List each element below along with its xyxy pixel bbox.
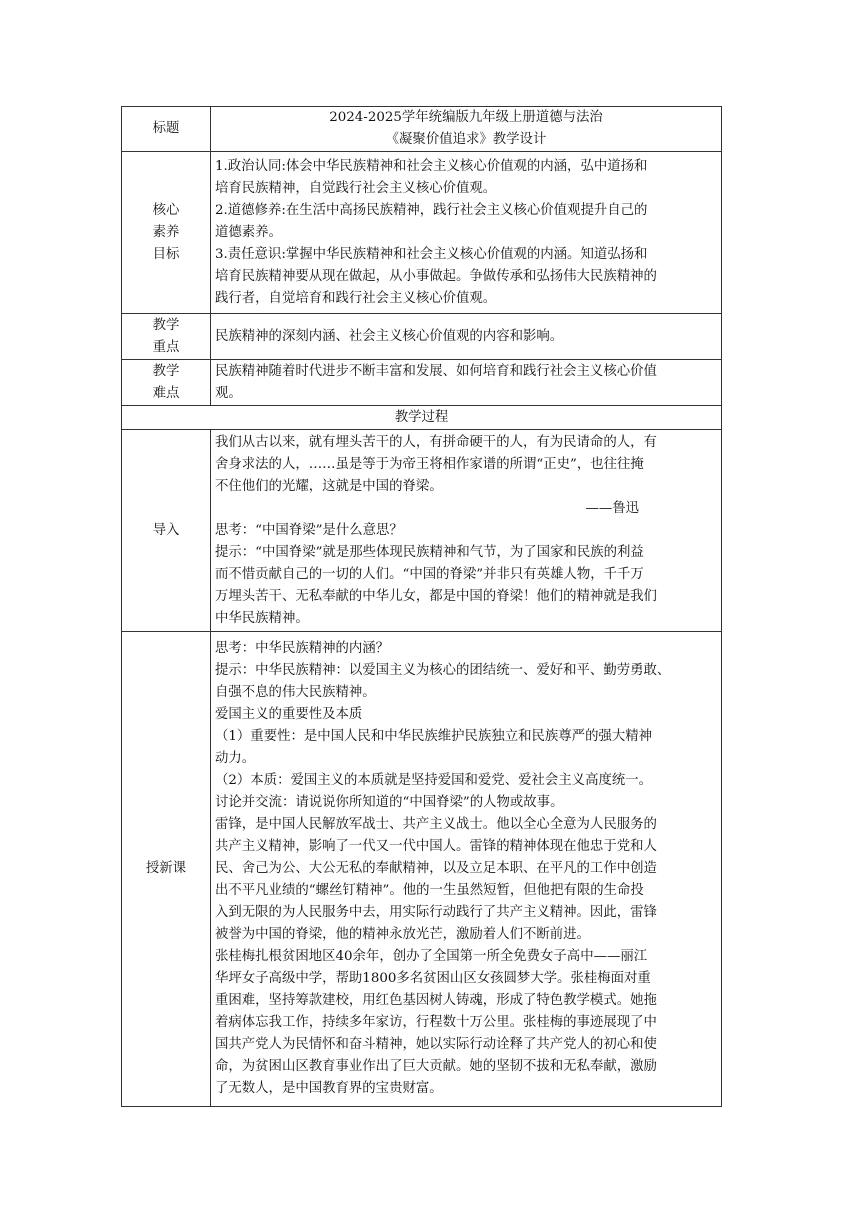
difficulties-content: [211, 360, 722, 406]
intro-content: [211, 430, 722, 632]
goals-line: 3.责任意识:掌握中华民族精神和社会主义核心价值观的内涵。知道弘扬和: [215, 246, 648, 262]
key-points-label-line-1: 教学: [152, 317, 180, 333]
lesson-line: 提示：中华民族精神：以爱国主义为核心的团结统一、爱好和平、勤劳勇敢、: [215, 663, 671, 678]
new-lesson-label: 授新课: [122, 632, 211, 1107]
difficulties-label-line-1: 教学: [152, 363, 180, 379]
lesson-plan-table: [121, 106, 722, 1107]
difficulties-label-line-2: 难点: [152, 385, 180, 401]
goals-line: 践行者，自觉培育和践行社会主义核心价值观。: [215, 290, 497, 306]
goals-label: [122, 152, 211, 314]
goals-row: [122, 152, 722, 314]
title-line-2: 《凝聚价值追求》教学设计: [385, 132, 547, 147]
lesson-line: 着病体忘我工作，持续多年家访，行程数十万公里。张桂梅的事迹展现了中: [215, 1015, 657, 1030]
lesson-line: 被誉为中国的脊梁，他的精神永放光芒，激励着人们不断前进。: [215, 927, 590, 942]
lesson-line: 自强不息的伟大民族精神。: [215, 685, 376, 700]
intro-line: 万埋头苦干、无私奉献的中华儿女，都是中国的脊梁！他们的精神就是我们: [215, 588, 657, 604]
lesson-line: 入到无限的为人民服务中去，用实际行动践行了共产主义精神。因此，雷锋: [215, 905, 657, 920]
title-line-1: 2024-2025学年统编版九年级上册道德与法治: [329, 110, 603, 125]
process-row: [122, 406, 722, 430]
lesson-line: 华坪女子高级中学，帮助1800多名贫困山区女孩圆梦大学。张桂梅面对重: [215, 971, 651, 986]
goals-label-line-2: 素养: [152, 224, 180, 240]
lesson-line: 国共产党人为民情怀和奋斗精神，她以实际行动诠释了共产党人的初心和使: [215, 1037, 657, 1052]
goals-label-line-1: 核心: [152, 202, 180, 218]
intro-line: 提示：“中国脊梁”就是那些体现民族精神和气节，为了国家和民族的利益: [215, 544, 644, 560]
difficulties-row: [122, 360, 722, 406]
title-row: [122, 107, 722, 152]
key-points-row: [122, 314, 722, 360]
lesson-line: 张桂梅扎根贫困地区40余年，创办了全国第一所全免费女子高中——丽江: [215, 949, 648, 964]
new-lesson-row: [122, 632, 722, 1107]
intro-quote-line: 不住他们的光耀，这就是中国的脊梁。: [215, 478, 443, 494]
lesson-line: 思考：中华民族精神的内涵？: [215, 641, 390, 656]
quote-attribution: ——鲁迅: [585, 500, 639, 516]
lesson-line: 动力。: [215, 751, 256, 766]
lesson-line: （1）重要性：是中国人民和中华民族维护民族独立和民族尊严的强大精神: [215, 729, 653, 744]
goals-line: 1.政治认同:体会中华民族精神和社会主义核心价值观的内涵，弘中道扬和: [215, 158, 648, 174]
lesson-line: 雷锋，是中国人民解放军战士、共产主义战士。他以全心全意为人民服务的: [215, 817, 657, 832]
intro-label: 导入: [122, 430, 211, 632]
intro-row: [122, 430, 722, 632]
intro-line: 思考：“中国脊梁”是什么意思？: [215, 522, 403, 538]
goals-line: 2.道德修养:在生活中高扬民族精神，践行社会主义核心价值观提升自己的: [215, 202, 648, 218]
goals-line: 培育民族精神要从现在做起，从小事做起。争做传承和弘扬伟大民族精神的: [215, 268, 657, 284]
process-heading: 教学过程: [122, 406, 722, 430]
intro-line: 中华民族精神。: [215, 610, 309, 626]
difficulties-line: 民族精神随着时代进步不断丰富和发展、如何培育和践行社会主义核心价值: [215, 363, 657, 379]
difficulties-line: 观。: [215, 385, 242, 401]
lesson-line: 出不平凡业绩的“螺丝钉精神”。他的一生虽然短暂，但他把有限的生命投: [215, 883, 644, 898]
lesson-line: 讨论并交流：请说说你所知道的“中国脊梁”的人物或故事。: [215, 795, 564, 810]
lesson-line: 重困难，坚持筹款建校，用红色基因树人铸魂，形成了特色教学模式。她拖: [215, 993, 657, 1008]
document-title: [211, 107, 722, 152]
intro-line: 而不惜贡献自己的一切的人们。“中国的脊梁”并非只有英雄人物，千千万: [215, 566, 644, 582]
goals-line: 培育民族精神，自觉践行社会主义核心价值观。: [215, 180, 497, 196]
intro-quote-line: 舍身求法的人，……虽是等于为帝王将相作家谱的所谓“正史”，也往往掩: [215, 456, 644, 472]
key-points-content: [211, 314, 722, 360]
key-points-line: 民族精神的深刻内涵、社会主义核心价值观的内容和影响。: [215, 328, 564, 344]
key-points-label-line-2: 重点: [152, 339, 180, 355]
intro-quote-line: 我们从古以来，就有埋头苦干的人，有拼命硬干的人，有为民请命的人，有: [215, 434, 657, 450]
goals-content: [211, 152, 722, 314]
goals-label-line-3: 目标: [152, 246, 180, 262]
new-lesson-content: [211, 632, 722, 1107]
lesson-line: （2）本质：爱国主义的本质就是坚持爱国和爱党、爱社会主义高度统一。: [215, 773, 653, 788]
lesson-line: 命，为贫困山区教育事业作出了巨大贡献。她的坚韧不拔和无私奉献，激励: [215, 1059, 657, 1074]
lesson-line: 了无数人，是中国教育界的宝贵财富。: [215, 1081, 443, 1096]
title-label: 标题: [122, 107, 211, 152]
lesson-line: 爱国主义的重要性及本质: [215, 707, 363, 722]
goals-line: 道德素养。: [215, 224, 282, 240]
key-points-label: [122, 314, 211, 360]
difficulties-label: [122, 360, 211, 406]
lesson-line: 民、舍己为公、大公无私的奉献精神，以及立足本职、在平凡的工作中创造: [215, 861, 657, 876]
lesson-line: 共产主义精神，影响了一代又一代中国人。雷锋的精神体现在他忠于党和人: [215, 839, 657, 854]
